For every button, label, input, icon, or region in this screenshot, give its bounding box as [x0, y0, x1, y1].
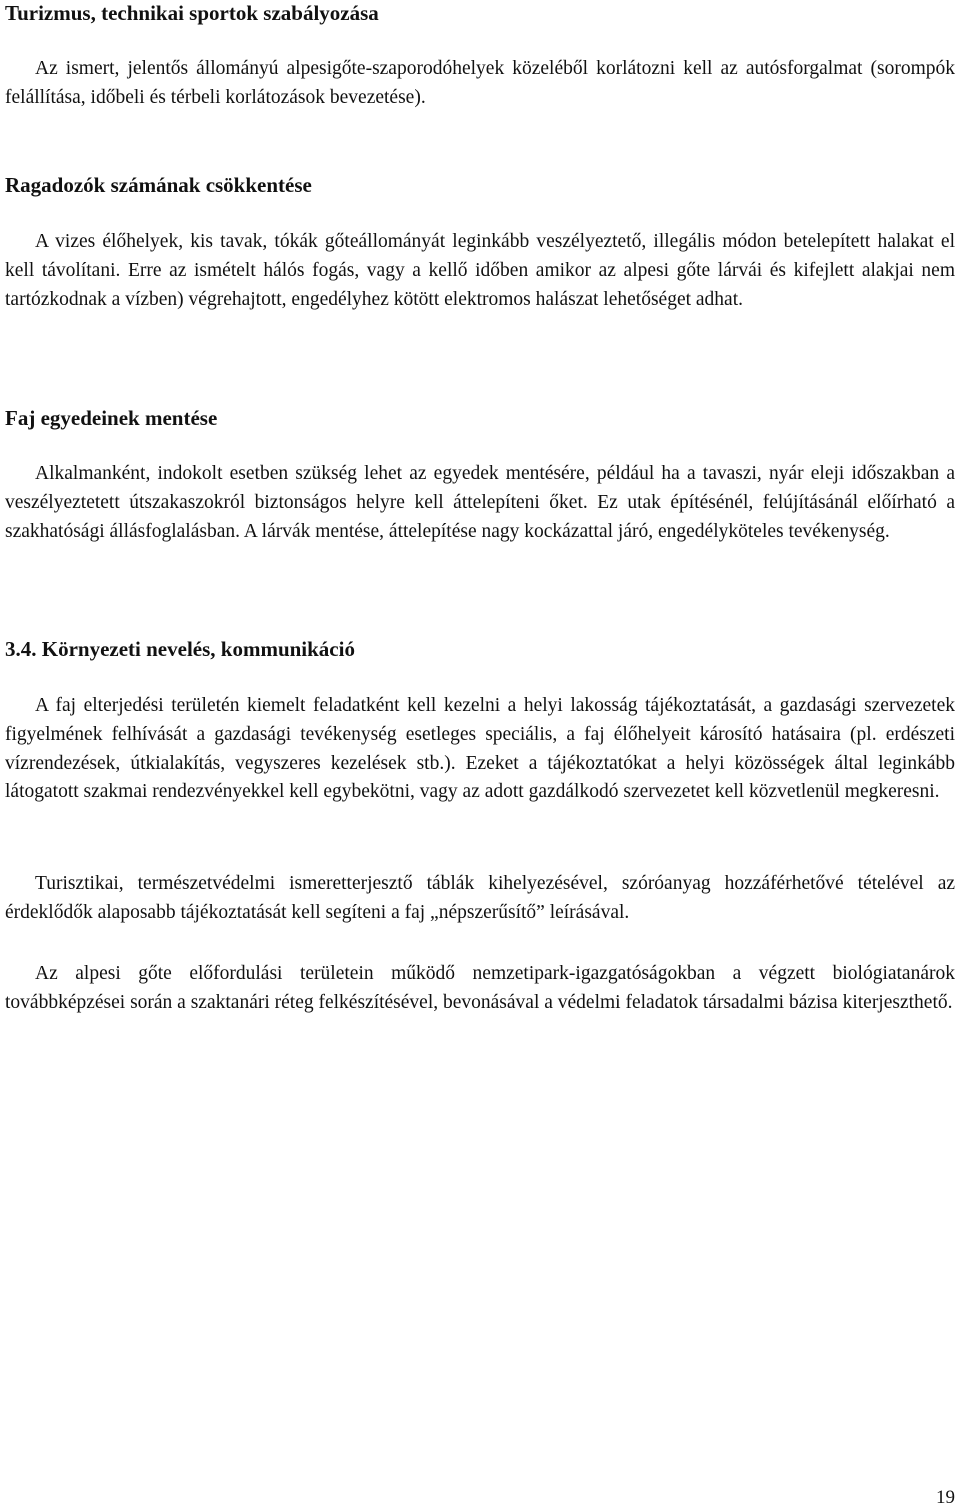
paragraph-species-rescue: Alkalmanként, indokolt esetben szükség lehet az egyedek mentésére, például ha a tavaszi, nyár eleji időszakban a veszélyeztetett útszakaszokról biztonságos helyre kell áttelepíteni őket. Ez utak építésénél, felújításánál előírható a szakhatósági állásfoglalásban. A lárvák mentése, áttelepítése nagy kockázattal járó, engedélyköteles tevékenység.	[5, 463, 955, 542]
heading-species-rescue: Faj egyedeinek mentése	[5, 406, 218, 430]
paragraph-education-3: Az alpesi gőte előfordulási területein működő nemzetipark-igazgatóságokban a végzett biológiatanárok továbbképzései során a szaktanári réteg felkészítésével, bevonásával a védelmi feladatok társadalmi bázisa kiterjeszthető.	[5, 963, 955, 1013]
paragraph-predator-reduction: A vizes élőhelyek, kis tavak, tókák gőteállományát leginkább veszélyeztető, illegális módon betelepített halakat el kell távolítani. Erre az ismételt hálós fogás, vagy a kellő időben amikor az alpesi gőte lárvái és kifejlett alakjai nem tartózkodnak a vízben) végrehajtott, engedélyhez kötött elektromos halászat lehetőséget adhat.	[5, 231, 955, 310]
paragraph-education-2: Turisztikai, természetvédelmi ismeretterjesztő táblák kihelyezésével, szóróanyag hozzáférhetővé tételével az érdeklődők alaposabb tájékoztatását kell segíteni a faj „népszerűsítő” leírásával.	[5, 873, 955, 923]
heading-tourism-regulation: Turizmus, technikai sportok szabályozása	[5, 1, 379, 25]
page-number: 19	[936, 1487, 955, 1508]
paragraph-education-1: A faj elterjedési területén kiemelt feladatként kell kezelni a helyi lakosság tájékoztatását, a gazdasági szervezetek figyelmének felhívását a gazdasági tevékenység esetleges speciális, a faj élőhelyeit károsító hatásaira (pl. erdészeti vízrendezések, útkialakítás, vegyszeres kezelések stb.). Ezeket a tájékoztatókat a helyi közösségek által leginkább látogatott szakmai rendezvényekkel kell egybekötni, vagy az adott gazdálkodó szervezetet kell közvetlenül megkeresni.	[5, 695, 955, 803]
heading-environmental-education: 3.4. Környezeti nevelés, kommunikáció	[5, 637, 355, 661]
heading-predator-reduction: Ragadozók számának csökkentése	[5, 173, 312, 197]
paragraph-tourism-regulation: Az ismert, jelentős állományú alpesigőte-szaporodóhelyek közeléből korlátozni kell az autósforgalmat (sorompók felállítása, időbeli és térbeli korlátozások bevezetése).	[5, 58, 955, 108]
